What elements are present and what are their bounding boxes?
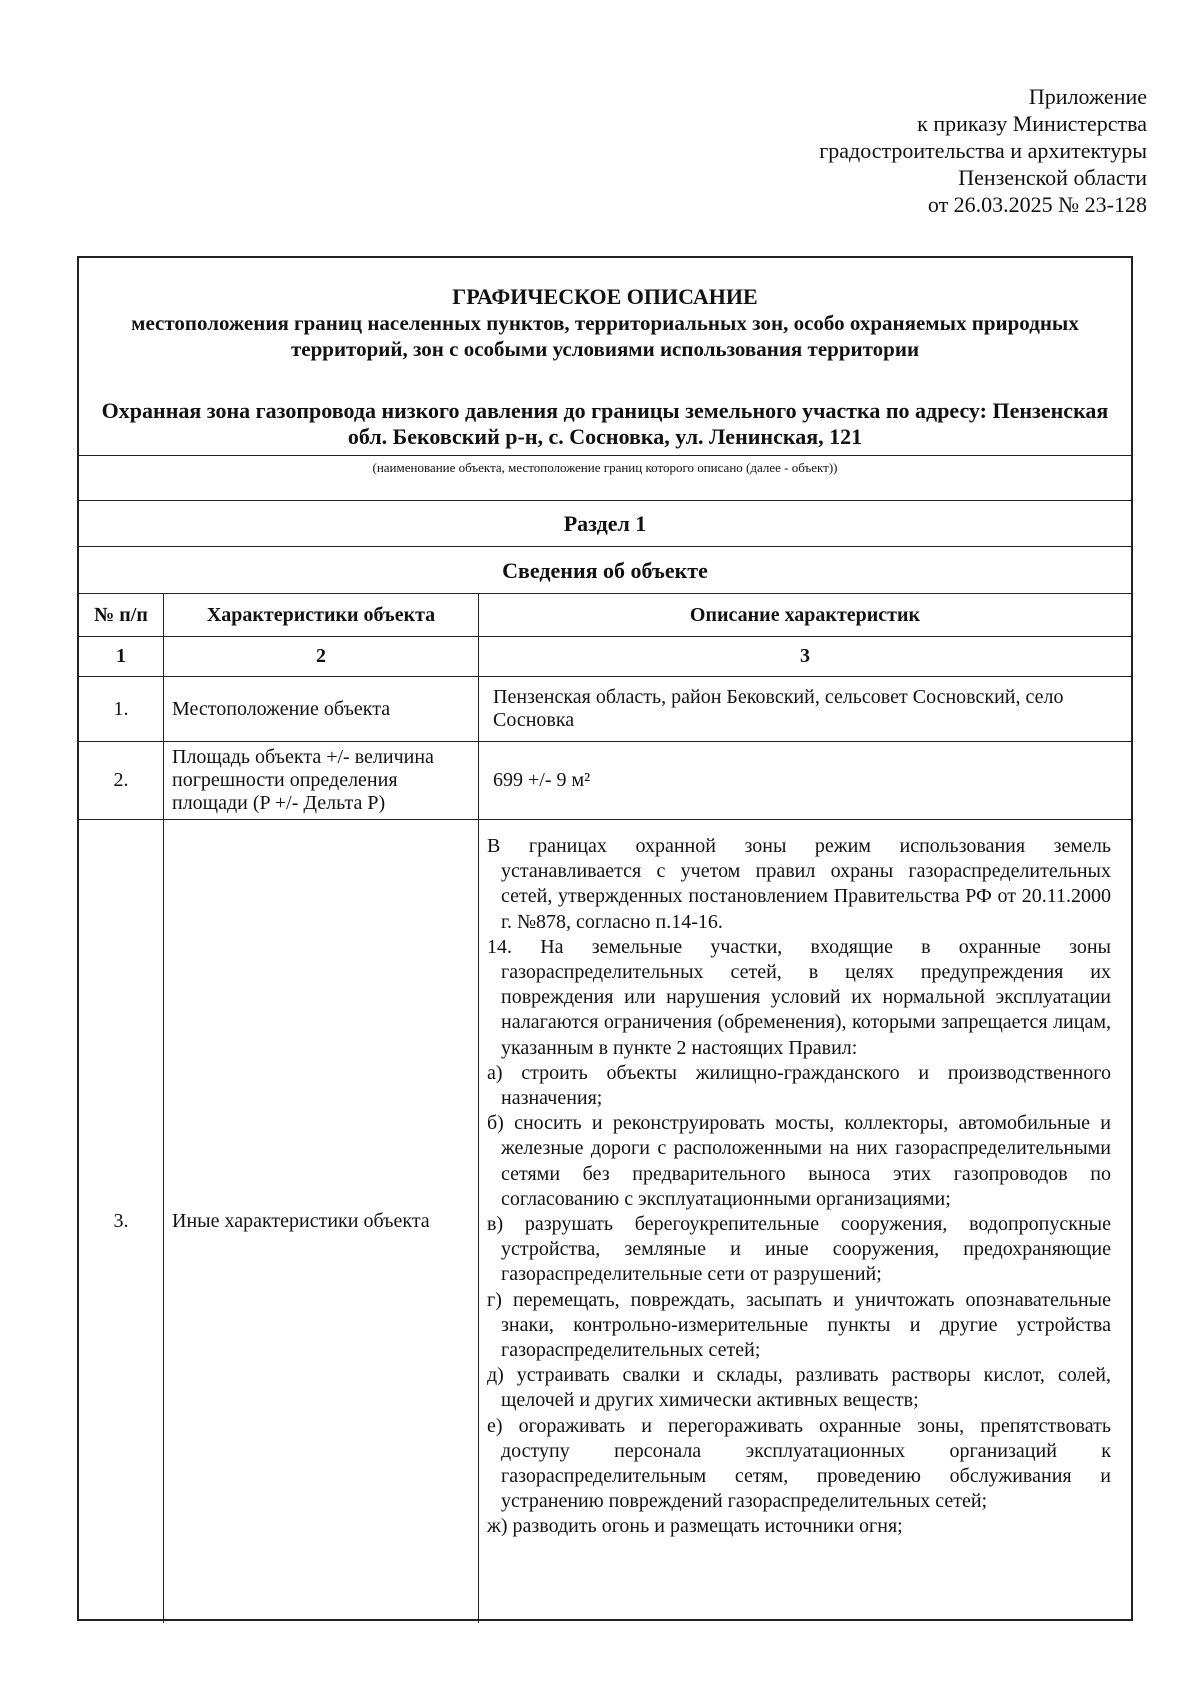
table-row xyxy=(79,820,1131,1623)
row-description xyxy=(479,820,1131,1623)
row-description-text: 699 +/- 9 м² xyxy=(493,769,591,791)
header-description: Описание характеристик xyxy=(689,603,921,626)
header-characteristic: Характеристики объекта xyxy=(164,594,479,636)
object-name: Охранная зона газопровода низкого давления до границы земельного участка по адресу: Пензенская обл. Бековский р-н, с. Сосновка, ул. Ленинская, 121 xyxy=(101,398,1109,449)
row-num-text: 3. xyxy=(113,1210,129,1232)
appendix-line: Приложение xyxy=(1028,84,1147,109)
document-title: ГРАФИЧЕСКОЕ ОПИСАНИЕ xyxy=(452,284,758,309)
object-caption: (наименование объекта, местоположение границ которого описано (далее - объект)) xyxy=(79,456,1131,501)
table-header-row xyxy=(79,594,1131,637)
section-subtitle: Сведения об объекте xyxy=(79,547,1131,594)
row-description xyxy=(479,677,1131,741)
table-row xyxy=(79,677,1131,742)
restriction-paragraph: 14. На земельные участки, входящие в охранные зоны газораспределительных сетей, в целях предупреждения их повреждения или нарушения условий их нормальной эксплуатации налагаются ограничения (обременения), которыми запрещается лицам, указанным в пункте 2 настоящих Правил: xyxy=(487,935,1111,1059)
row-num xyxy=(79,820,164,1623)
restrictions-text xyxy=(479,834,1131,1540)
document-header xyxy=(79,258,1131,456)
row-characteristic-text: Местоположение объекта xyxy=(172,697,391,720)
row-characteristic xyxy=(164,677,479,741)
restriction-item: е) огораживать и перегораживать охранные зоны, препятствовать доступу персонала эксплуатационных организаций к газораспределительным сетям, проведению обслуживания и устранению повреждений газораспределительных сетей; xyxy=(487,1414,1111,1513)
header-num: № п/п xyxy=(79,594,164,636)
row-num xyxy=(79,742,164,819)
restriction-item: д) устраивать свалки и склады, разливать растворы кислот, солей, щелочей и других химически активных веществ; xyxy=(487,1364,1111,1412)
row-description-text: Пензенская область, район Бековский, сельсовет Сосновский, село Сосновка xyxy=(493,686,1064,731)
index-1: 1 xyxy=(79,637,164,676)
appendix-date: от 26.03.2025 № 23-128 xyxy=(927,192,1147,217)
table-row xyxy=(79,742,1131,820)
restriction-item: г) перемещать, повреждать, засыпать и уничтожать опознавательные знаки, контрольно-измерительные пункты и другие устройства газораспределительных сетей; xyxy=(487,1288,1111,1362)
appendix-line: к приказу Министерства xyxy=(917,111,1147,136)
appendix-line: Пензенской области xyxy=(958,165,1147,190)
appendix-line: градостроительства и архитектуры xyxy=(819,138,1147,163)
row-characteristic-text: Площадь объекта +/- величина погрешности определения площади (P +/- Дельта P) xyxy=(172,746,434,814)
restriction-item: а) строить объекты жилищно-гражданского и производственного назначения; xyxy=(487,1061,1111,1110)
appendix-block xyxy=(819,83,1147,218)
table-index-row xyxy=(79,637,1131,677)
restriction-item: ж) разводить огонь и размещать источники огня; xyxy=(487,1515,903,1538)
index-3: 3 xyxy=(800,645,810,667)
row-num-text: 2. xyxy=(113,769,129,791)
row-description xyxy=(479,742,1131,819)
row-characteristic-text: Иные характеристики объекта xyxy=(172,1210,430,1232)
document-frame xyxy=(77,256,1133,1621)
index-2: 2 xyxy=(164,637,479,676)
row-characteristic xyxy=(164,742,479,819)
restriction-item: в) разрушать берегоукрепительные сооружения, водопропускные устройства, земляные и иные сооружения, предохраняющие газораспределительные сети от разрушений; xyxy=(487,1213,1111,1286)
document-subtitle: местоположения границ населенных пунктов, территориальных зон, особо охраняемых природных территорий, зон с особыми условиями использования территории xyxy=(131,311,1079,361)
row-num-text: 1. xyxy=(113,697,129,720)
row-num xyxy=(79,677,164,741)
restriction-paragraph: В границах охранной зоны режим использования земель устанавливается с учетом правил охраны газораспределительных сетей, утвержденных постановлением Правительства РФ от 20.11.2000 г. №878, согласно п.14-16. xyxy=(487,835,1111,933)
section-title: Раздел 1 xyxy=(79,501,1131,547)
restriction-item: б) сносить и реконструировать мосты, коллекторы, автомобильные и железные дороги с расположенными на них газораспределительными сетями без предварительного выноса этих газопроводов по согласованию с эксплуатационными организациями; xyxy=(487,1112,1111,1210)
row-characteristic xyxy=(164,820,479,1623)
